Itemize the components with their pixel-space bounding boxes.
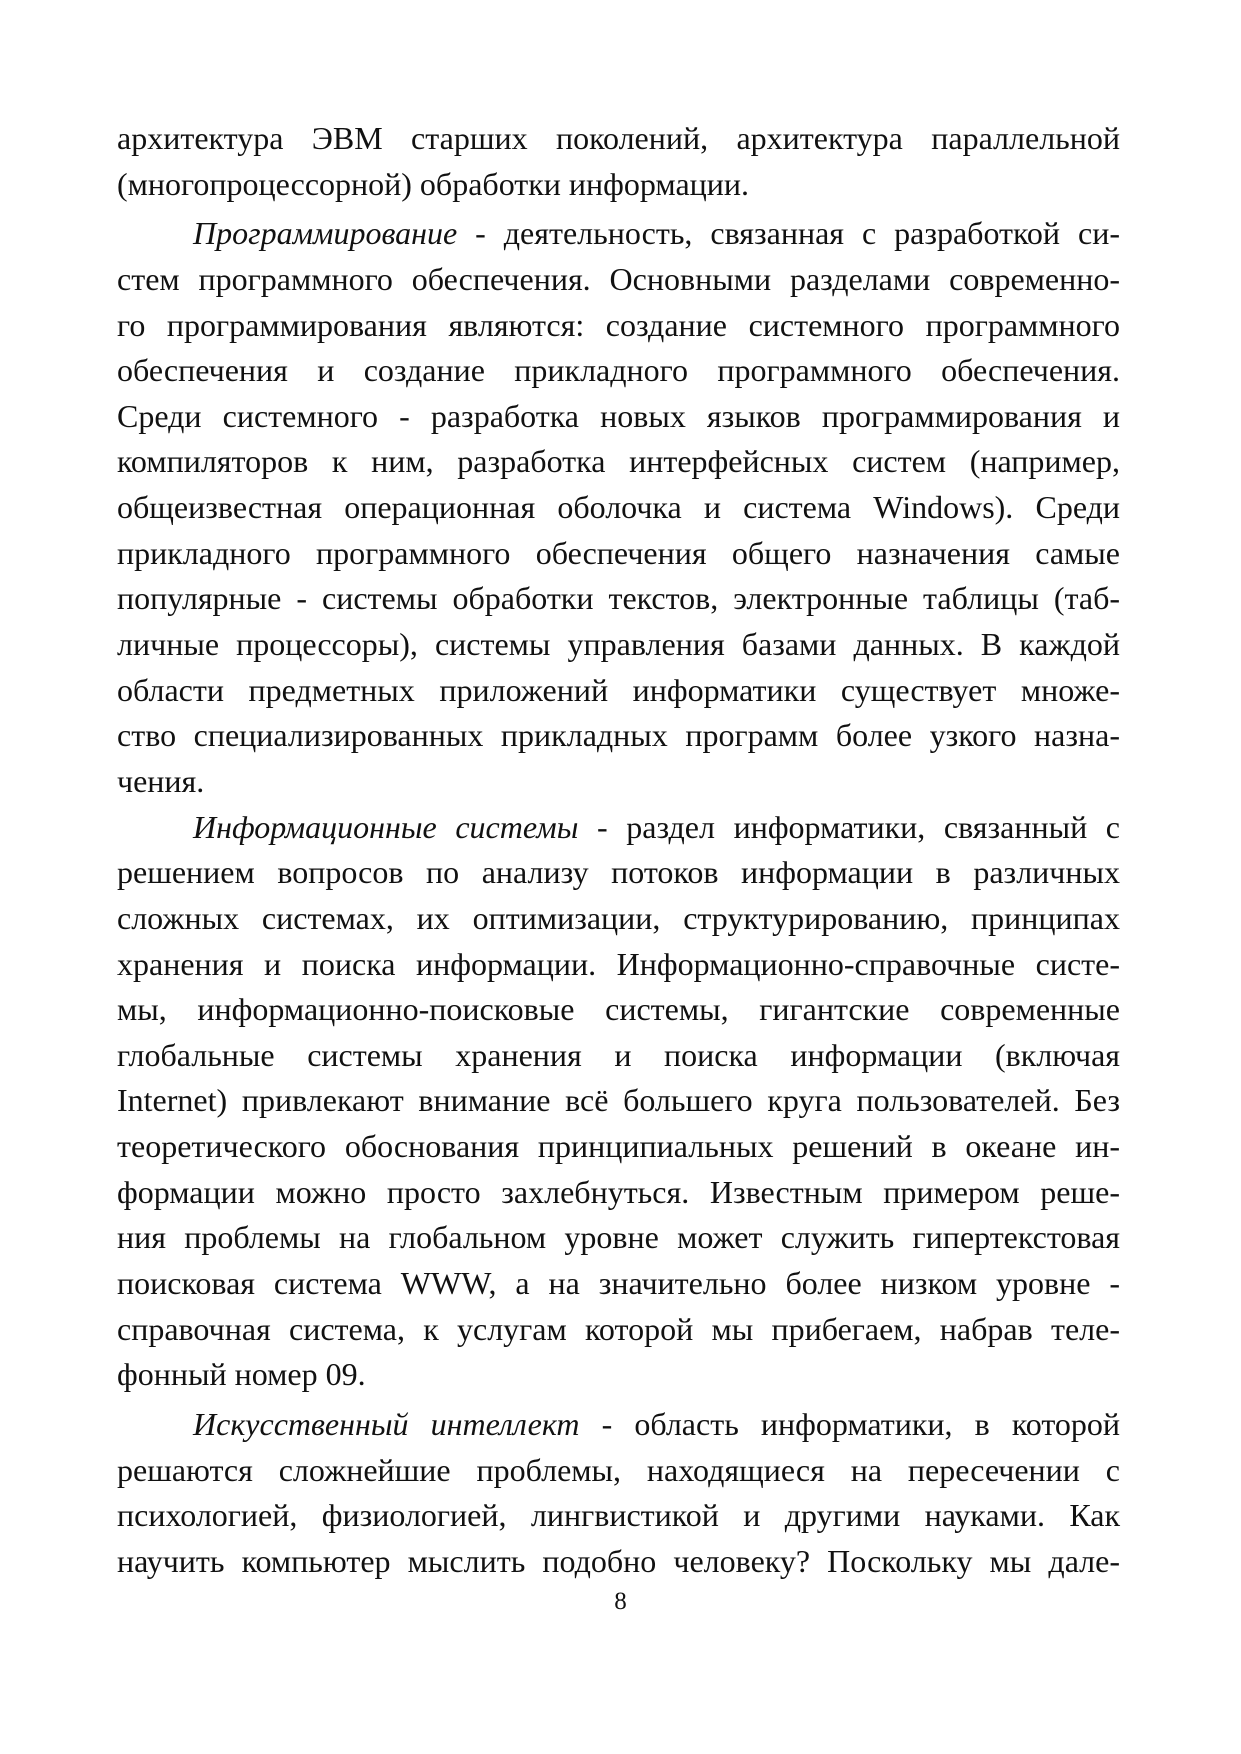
text-line: хранения и поиска информации. Информационно-справочные систе- [117, 945, 1120, 982]
text-line: поисковая система WWW, а на значительно более низком уровне - [117, 1265, 1120, 1302]
text-line: мы, информационно-поисковые системы, гигантские современные [117, 991, 1120, 1028]
text-line: популярные - системы обработки текстов, электронные таблицы (таб- [117, 580, 1120, 617]
text-line: теоретического обоснования принципиальных решений в океане ин- [117, 1128, 1120, 1165]
page-number: 8 [614, 1588, 627, 1615]
text-line: личные процессоры), системы управления базами данных. В каждой [117, 626, 1120, 663]
text-line: области предметных приложений информатики существует множе- [117, 671, 1120, 708]
text-line: обеспечения и создание прикладного программного обеспечения. [117, 352, 1120, 389]
text-line: стем программного обеспечения. Основными разделами современно- [117, 260, 1120, 297]
text-line: ство специализированных прикладных программ более узкого назна- [117, 717, 1120, 754]
text-line: Информационные системы - раздел информатики, связанный с [193, 808, 1120, 845]
text-line: компиляторов к ним, разработка интерфейсных систем (например, [117, 443, 1120, 480]
text-line: решением вопросов по анализу потоков информации в различных [117, 854, 1120, 891]
text-line: Internet) привлекают внимание всё большего круга пользователей. Без [117, 1082, 1120, 1119]
text-line: чения. [117, 762, 205, 799]
paragraph-artificial-intelligence [117, 1402, 1120, 1585]
text-line: Среди системного - разработка новых языков программирования и [117, 397, 1120, 434]
text-line: научить компьютер мыслить подобно человеку? Поскольку мы дале- [117, 1542, 1120, 1579]
text-line: справочная система, к услугам которой мы прибегаем, набрав теле- [117, 1310, 1120, 1347]
text-line: психологией, физиологией, лингвистикой и другими науками. Как [117, 1497, 1120, 1534]
text-line: го программирования являются: создание системного программного [117, 306, 1120, 343]
text-line: архитектура ЭВМ старших поколений, архитектура параллельной [117, 120, 1120, 156]
paragraph-architecture [117, 116, 1120, 207]
text-line: (многопроцессорной) обработки информации. [117, 165, 750, 202]
term-information-systems: Информационные системы [193, 808, 579, 845]
text-line: Искусственный интеллект - область информатики, в которой [193, 1405, 1121, 1442]
paragraph-programming [117, 211, 1120, 804]
text-line: ния проблемы на глобальном уровне может служить гипертекстовая [117, 1219, 1120, 1256]
text-line: решаются сложнейшие проблемы, находящиеся на пересечении с [117, 1451, 1120, 1488]
text-line: Программирование - деятельность, связанная с разработкой си- [193, 215, 1120, 252]
text-line: сложных системах, их оптимизации, структурированию, принципах [117, 899, 1120, 936]
text-line: глобальные системы хранения и поиска информации (включая [117, 1036, 1120, 1073]
text-line: общеизвестная операционная оболочка и система Windows). Среди [117, 489, 1120, 526]
text-line: прикладного программного обеспечения общего назначения самые [117, 534, 1120, 571]
text-line: фонный номер 09. [117, 1356, 366, 1393]
document-page [117, 116, 1120, 1585]
term-programming: Программирование [193, 215, 458, 252]
text-line: формации можно просто захлебнуться. Известным примером реше- [117, 1173, 1120, 1210]
term-artificial-intelligence: Искусственный интеллект [193, 1405, 580, 1442]
paragraph-information-systems [117, 805, 1120, 1398]
